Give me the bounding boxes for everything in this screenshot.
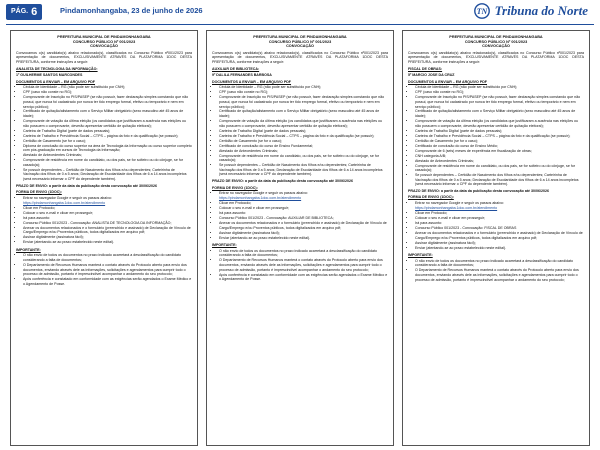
list-item: • Se possuir dependentes – Certidão de Nascimento dos filhos e/ou dependentes; Carteirinha de Vacinação dos filhos de 0 a 5 anos; Declaração de Escolaridade dos filhos de 6 a 14 anos incompletos (será necessário informar o CPF do dependente também). [219,163,388,177]
candidate-name: 9º DALILA FERNANDES BARBOSA [212,73,272,78]
candidate-name: 1º GUILHERME SANTOS MARCONDES [16,73,83,78]
list-item: • Carteira de Trabalho Digital (parte de dados pessoais); [23,129,192,134]
list-item: • Anexar os documentos relacionados e o formulário (preenchido e assinado) de Declaração de Vínculo de Cargo/Emprego e/ou Proventos públicos, todos digitalizados em arquivo pdf; [415,231,584,240]
list-item: • Atestado de Antecedentes Criminais; [415,159,584,164]
list-item: • Enviar (atentando-se ao prazo estabelecido neste edital). [23,240,192,245]
list-item: • Certidão de Casamento (se for o caso); [415,139,584,144]
header-rule [6,24,594,25]
link[interactable]: https://pindamonhangaba.1doc.com.br/atendimento [23,200,106,205]
list-item: • Cédula de Identidade – RG (não pode ser substituído por CNH); [219,85,388,90]
list-item: • O Departamento de Recursos Humanos manterá o contato através do Protocolo aberto para envio dos documentos, enviando através dele as informações, solicitações e agendamentos para cumprir todo o processo de admissão, portanto é imprescindível acompanhar o andamento do seu protocolo; [415,268,584,282]
notice-type: CONVOCAÇÃO [286,44,314,49]
list-item: • Comprovante de residência em nome do candidato, ou dos pais, se for solteiro ou do cônjuge, se for casado(a); [415,164,584,173]
important-heading: IMPORTANTE: [408,253,433,258]
list-item: • Concurso Público 001/2023 - Convocação: ANALISTA DE TECNOLOGIA DA INFORMAÇÃO; [23,221,192,226]
notice-title: PREFEITURA MUNICIPAL DE PINDAMONHANGABA [253,35,347,39]
list-item: • Comprovante de 6 (seis) meses de experiência em fiscalização de obras; [415,149,584,154]
deadline: PRAZO DE ENVIO: a partir da data da publicação desta convocação até 30/06/2026 [16,183,158,188]
list-item: • Se possuir dependentes – Certidão de Nascimento dos filhos e/ou dependentes; Carteirinha de Vacinação dos filhos de 0 a 5 anos; Declaração de Escolaridade dos filhos de 6 a 14 anos incompletos (será necessário informar o CPF do dependente também). [415,173,584,187]
notice-column [402,30,590,446]
docs-heading: DOCUMENTOS A ENVIAR – EM ARQUIVO PDF [408,79,488,84]
list-item: • Comprovante de Inscrição no PIS/PASEP (se não possuir, fazer declaração simples constando que não possui, que nunca foi cadastrado por nunca ter tido emprego formal, efetivo ou temporário e nem em serviço público); [415,95,584,109]
list-item: • Colocar o seu e-mail e clicar em prosseguir; [415,216,584,221]
docs-list [212,85,388,177]
list-item: • Assinar digitalmente (assinatura fácil); [23,235,192,240]
list-item: • Comprovante de residência em nome do candidato, ou dos pais, se for solteiro ou do cônjuge, se for casado(a); [219,154,388,163]
notice-subtitle: CONCURSO PÚBLICO Nº 001/2023 [464,39,528,44]
notes-list [408,259,584,282]
list-item: • Carteira de Trabalho e Previdência Social – CTPS – página da foto e da qualificação (se possuir); [23,134,192,139]
notice-type: CONVOCAÇÃO [90,44,118,49]
list-item: • Anexar os documentos relacionados e o formulário (preenchido e assinado) de Declaração de Vínculo de Cargo/Emprego e/ou Proventos públicos, todos digitalizados em arquivo pdf; [23,226,192,235]
notice-column [206,30,394,446]
important-heading: IMPORTANTE: [16,247,41,252]
list-item: • Comprovante de Inscrição no PIS/PASEP (se não possuir, fazer declaração simples constando que não possui, que nunca foi cadastrado por nunca ter tido emprego formal, efetivo ou temporário e nem em serviço público); [219,95,388,109]
list-item: • Carteira de Trabalho e Previdência Social – CTPS – página da foto e da qualificação (se possuir); [415,134,584,139]
list-item: • Clicar em Protocolo; [219,201,388,206]
list-item: • Certidão de Casamento (se for o caso); [23,139,192,144]
form-heading: FORMA DE ENVIO (1DOC): [408,195,454,200]
list-item: • Se possuir dependentes – Certidão de Nascimento dos filhos e/ou dependentes; Carteirinha de Vacinação dos filhos de 0 a 5 anos; Declaração de Escolaridade dos filhos de 6 a 14 anos incompletos (será necessário informar o CPF do dependente também). [23,168,192,182]
list-item: • CPF (caso não conste no RG); [219,90,388,95]
docs-heading: DOCUMENTOS A ENVIAR – EM ARQUIVO PDF [16,79,96,84]
role-title: FISCAL DE OBRAS: [408,66,443,71]
notice-subtitle: CONCURSO PÚBLICO Nº 001/2023 [72,39,136,44]
notice-type: CONVOCAÇÃO [482,44,510,49]
list-item: • Certificado de quitação/alistamento com o Serviço Militar obrigatório (sexo masculino até 45 anos de idade); [23,109,192,118]
notice-subtitle: CONCURSO PÚBLICO Nº 001/2023 [268,39,332,44]
list-item: • Certificado de quitação/alistamento com o Serviço Militar obrigatório (sexo masculino até 45 anos de idade); [415,109,584,118]
list-item: • Enviar (atentando-se ao prazo estabelecido neste edital). [415,246,584,251]
list-item: • Atestado de Antecedentes Criminais; [23,153,192,158]
list-item: • O Departamento de Recursos Humanos manterá o contato através do Protocolo aberto para envio dos documentos, enviando através dele as informações, solicitações e agendamentos para cumprir todo o processo de admissão, portanto é imprescindível acompanhar o andamento do seu protocolo; [23,263,192,277]
list-item: • Assinar digitalmente (assinatura fácil); [219,231,388,236]
list-item: • Entrar no navegador Google e seguir os passos abaixo: [219,191,388,196]
list-item: • Colocar o seu e-mail e clicar em prosseguir; [219,206,388,211]
list-item: • Anexar os documentos relacionados e o formulário (preenchido e assinado) de Declaração de Vínculo de Cargo/Emprego e/ou Proventos públicos, todos digitalizados em arquivo pdf; [219,221,388,230]
list-item: • O não envio de todos os documentos no prazo indicado acarretará a desclassificação do candidato considerando a falta de documentos; [415,259,584,268]
notice-title: PREFEITURA MUNICIPAL DE PINDAMONHANGABA [449,35,543,39]
list-item: • Após conferência e constatado em conformidade com as exigências serão agendados o Exame Médico e o Agendamento de Posse. [23,277,192,286]
list-item: • Certificado de quitação/alistamento com o Serviço Militar obrigatório (sexo masculino até 45 anos de idade); [219,109,388,118]
notes-list [212,249,388,282]
notice-intro: Convocamos o(s) candidato(s) abaixo relacionado(s), classificados no Concurso Público nº001/2023 para apresentação de documentos, EXCLUSIVAMENTE ATRAVÉS DA PLATAFORMA 1DOC DESTA PREFEITURA, conforme instruções a seguir: [408,50,584,64]
list-item: • Assinar digitalmente (assinatura fácil); [415,241,584,246]
list-item: • Entrar no navegador Google e seguir os passos abaixo: [415,201,584,206]
notice-intro: Convocamos o(s) candidato(s) abaixo relacionado(s), classificados no Concurso Público nº001/2023 para apresentação de documentos, EXCLUSIVAMENTE ATRAVÉS DA PLATAFORMA 1DOC DESTA PREFEITURA, conforme instruções a seguir: [212,50,388,64]
list-item: • Carteira de Trabalho Digital (parte de dados pessoais); [415,129,584,134]
role-title: AUXILIAR DE BIBLIOTECA: [212,66,260,71]
list-item: • Clicar em Protocolo; [415,211,584,216]
list-item: • Comprovante de votação da última eleição (os candidatos que justificaram a ausência nas eleições ou não possuem o comprovante, deverão apresentar certidão de quitação eleitoral); [415,119,584,128]
important-heading: IMPORTANTE: [212,243,237,248]
notice-title: PREFEITURA MUNICIPAL DE PINDAMONHANGABA [57,35,151,39]
logo [472,3,588,19]
link[interactable]: https://pindamonhangaba.1doc.com.br/atendimento [415,206,498,211]
docs-list [16,85,192,181]
list-item: • Enviar (atentando-se ao prazo estabelecido neste edital). [219,236,388,241]
list-item: • Atestado de Antecedentes Criminais; [219,149,388,154]
tn-logo-icon [472,3,492,19]
list-item: • Irá para assunto: [23,216,192,221]
list-item: • O não envio de todos os documentos no prazo indicado acarretará a desclassificação do candidato considerando a falta de documentos; [23,253,192,262]
list-item: • CNH categoria A/B; [415,154,584,159]
logo-text: Tribuna do Norte [494,3,588,18]
list-item: • Comprovante de Inscrição no PIS/PASEP (se não possuir, fazer declaração simples constando que não possui, que nunca foi cadastrado por nunca ter tido emprego formal, efetivo ou temporário e nem em serviço público); [23,95,192,109]
list-item: • O não envio de todos os documentos no prazo indicado acarretará a desclassificação do candidato considerando a falta de documentos; [219,249,388,258]
notice-columns [10,30,590,446]
list-item: • Irá para assunto: [219,211,388,216]
list-item: • Carteira de Trabalho e Previdência Social – CTPS – página da foto e da qualificação (se possuir); [219,134,388,139]
list-item: • Certidão de Casamento (se for o caso); [219,139,388,144]
page-number: 6 [31,6,38,18]
list-item: • Certificado de conclusão do curso de Ensino Fundamental; [219,144,388,149]
list-item: • Concurso Público 001/2023 - Convocação: AUXILIAR DE BIBLIOTECA; [219,216,388,221]
list-item: • Clicar em Protocolo; [23,206,192,211]
list-item: • Certificado de conclusão do curso de Ensino Médio; [415,144,584,149]
deadline: PRAZO DE ENVIO: a partir da data da publicação desta convocação até 30/06/2026 [408,188,550,193]
steps-list [212,191,388,240]
list-item: • Comprovante de residência em nome do candidato, ou dos pais, se for solteiro ou do cônjuge, se for casado(a); [23,158,192,167]
notice-intro: Convocamos o(s) candidato(s) abaixo relacionado(s), classificados no Concurso Público nº001/2023 para apresentação de documentos, EXCLUSIVAMENTE ATRAVÉS DA PLATAFORMA 1DOC DESTA PREFEITURA, conforme instruções a seguir: [16,50,192,64]
list-item: • Carteira de Trabalho Digital (parte de dados pessoais); [219,129,388,134]
docs-list [408,85,584,187]
list-item: • Após conferência e constatado em conformidade com as exigências serão agendados o Exame Médico e o Agendamento de Posse. [219,273,388,282]
link[interactable]: https://pindamonhangaba.1doc.com.br/atendimento [219,196,302,201]
list-item: • Entrar no navegador Google e seguir os passos abaixo: [23,196,192,201]
list-item: • CPF (caso não conste no RG); [415,90,584,95]
list-item: • Diploma de conclusão do curso superior na área de Tecnologia da Informação ou curso superior completo com pós-graduação em cursos de Tecnologia da Informação; [23,144,192,153]
list-item: • Concurso Público 001/2023 - Convocação: FISCAL DE OBRAS [415,226,584,231]
list-item: • Irá para assunto: [415,221,584,226]
list-item: • CPF (caso não conste no RG); [23,90,192,95]
page-label: PÁG. [11,8,29,15]
list-item: • Cédula de Identidade – RG (não pode ser substituído por CNH); [415,85,584,90]
candidate-name: 5º MARCIO JOSE DA CRUZ [408,73,455,78]
page-header [0,0,600,28]
form-heading: FORMA DE ENVIO (1DOC): [16,190,62,195]
form-heading: FORMA DE ENVIO (1DOC): [212,185,258,190]
svg-text:TN: TN [476,7,487,16]
docs-heading: DOCUMENTOS A ENVIAR – EM ARQUIVO PDF [212,79,292,84]
steps-list [16,196,192,245]
list-item: • Cédula de Identidade – RG (não pode ser substituído por CNH); [23,85,192,90]
list-item: • Comprovante de votação da última eleição (os candidatos que justificaram a ausência nas eleições ou não possuem o comprovante, deverão apresentar certidão de quitação eleitoral); [219,119,388,128]
list-item: • O Departamento de Recursos Humanos manterá o contato através do Protocolo aberto para envio dos documentos, enviando através dele as informações, solicitações e agendamentos para cumprir todo o processo de admissão, portanto é imprescindível acompanhar o andamento do seu protocolo; [219,258,388,272]
list-item: • Colocar o seu e-mail e clicar em prosseguir; [23,211,192,216]
notice-column [10,30,198,446]
notes-list [16,253,192,286]
page-badge [6,4,42,20]
steps-list [408,201,584,250]
list-item: • Comprovante de votação da última eleição (os candidatos que justificaram a ausência nas eleições ou não possuem o comprovante, deverão apresentar certidão de quitação eleitoral); [23,119,192,128]
deadline: PRAZO DE ENVIO: a partir da data da publicação desta convocação até 30/06/2026 [212,178,354,183]
role-title: ANALISTA DE TECNOLOGIA DA INFORMAÇÃO: [16,66,98,71]
header-date: Pindamonhangaba, 23 de junho de 2026 [60,6,203,15]
